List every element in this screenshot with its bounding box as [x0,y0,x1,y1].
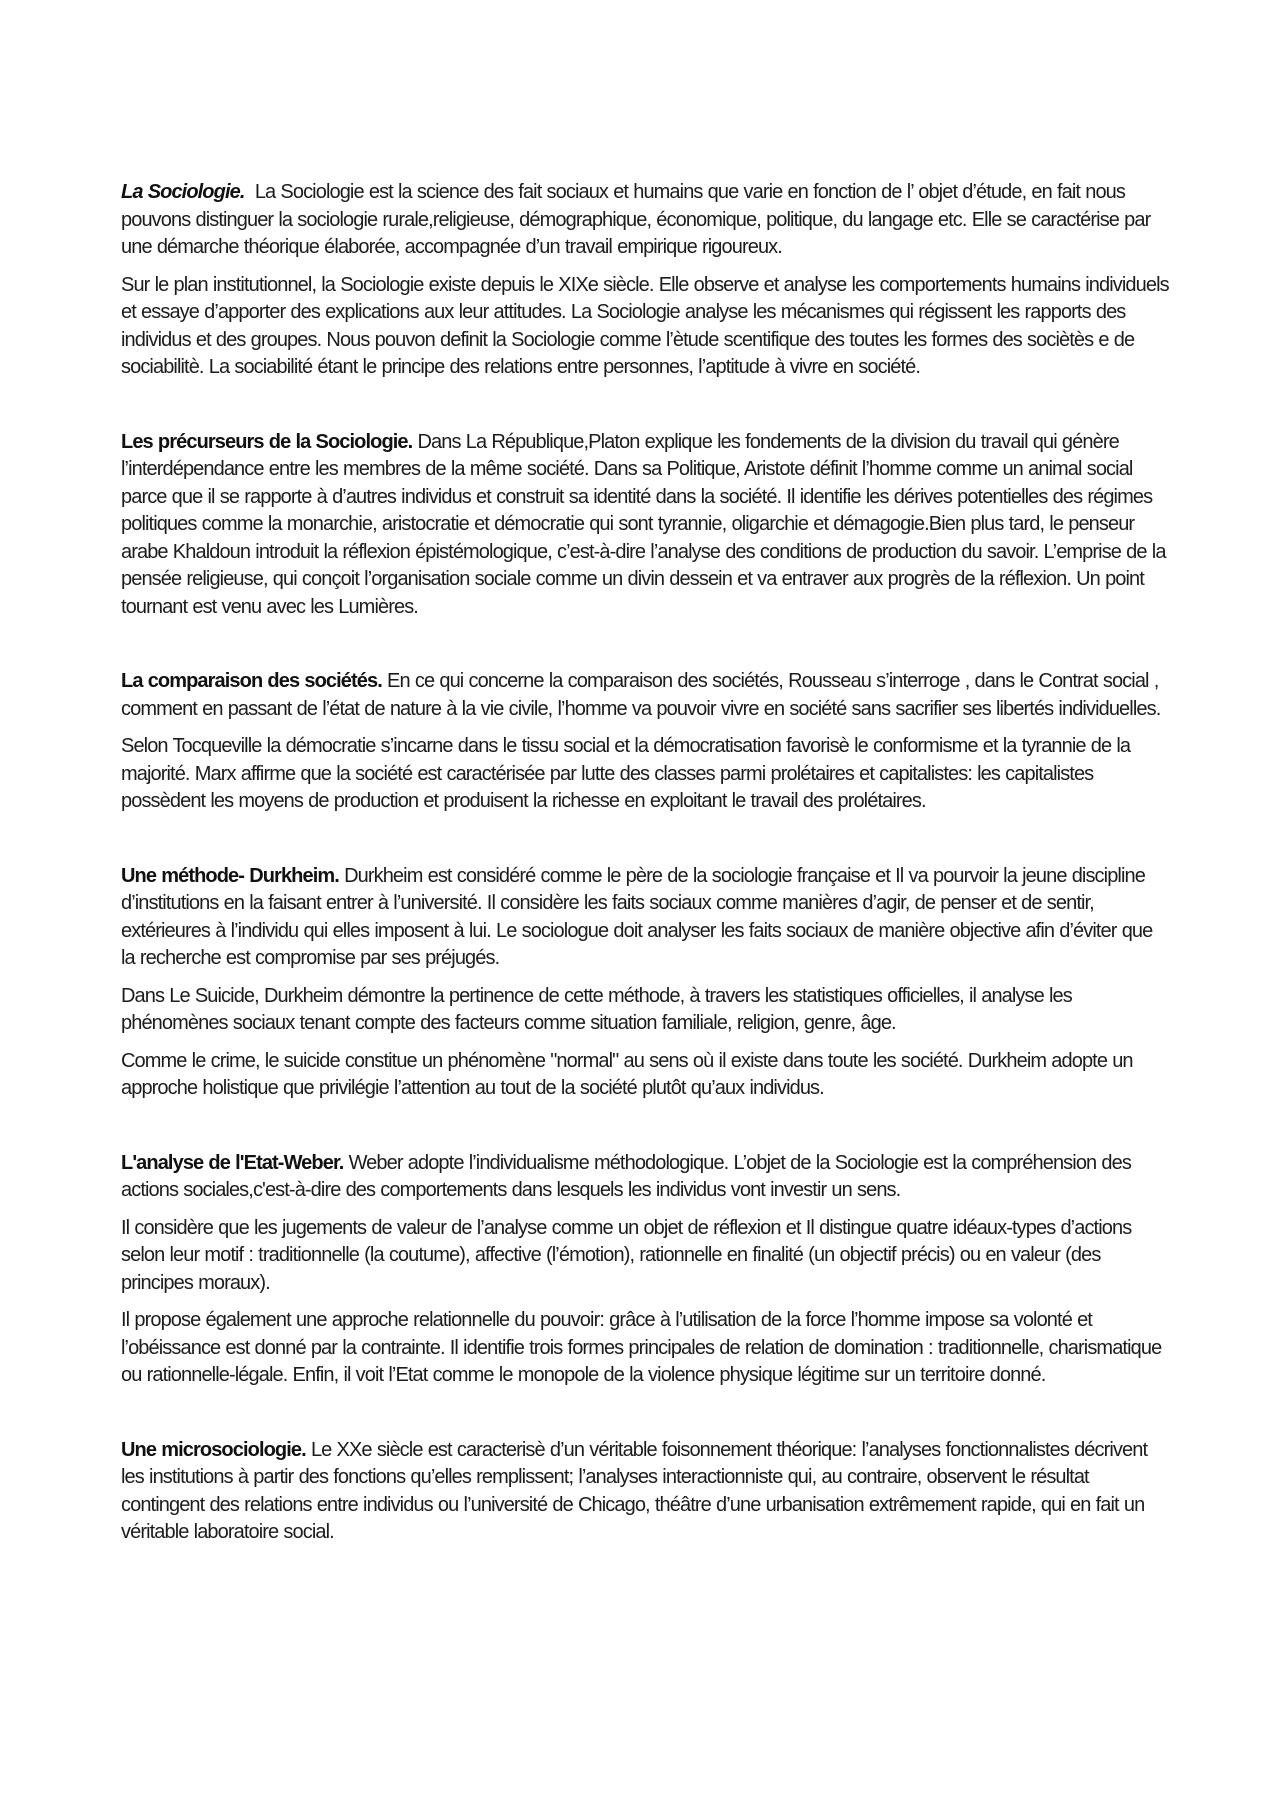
paragraph [121,1437,1169,1547]
section-heading: Une microsociologie. [121,1438,306,1461]
document-page [121,179,1169,1557]
section-la-sociologie [121,179,1169,382]
paragraph: Comme le crime, le suicide constitue un phénomène "normal" au sens où il existe dans toute les société. Durkheim adopte un approche holistique que privilégie l’attention au tout de la société plutôt qu’aux individus. [121,1049,1133,1099]
paragraph [121,179,1169,262]
paragraph-text: Dans La République,Platon explique les fondements de la division du travail qui génère l’interdépendance entre les membres de la même société. Dans sa Politique, Aristote définit l’homme comme un animal social parce que il se rapporte à d’autres individus et construit sa identité dans la société. Il identifie les dérives potentielles des régimes politiques comme la monarchie, aristocratie et démocratie qui sont tyrannie, oligarchie et démagogie.Bien plus tard, le penseur arabe Khaldoun introduit la réflexion épistémologique, c’est-à-dire l’analyse des conditions de production du savoir. L’emprise de la pensée religieuse, qui conçoit l’organisation sociale comme un divin dessein et va entraver aux progrès de la réflexion. Un point tournant est venu avec les Lumières. [121,430,1166,618]
paragraph-text: En ce qui concerne la comparaison des sociétés, Rousseau s’interroge , dans le Contrat social , comment en passant de l’état de nature à la vie civile, l’homme va pouvoir vivre en société sans sacrifier ses libertés individuelles. [121,670,1161,720]
paragraph [121,1150,1169,1205]
section-heading: La comparaison des sociétés. [121,670,382,692]
paragraph: Selon Tocqueville la démocratie s’incarne dans le tissu social et la démocratisation favorisè le conformisme et la tyrannie de la majorité. Marx affirme que la société est caractérisée par lutte des classes parmi prolétaires et capitalistes: les capitalistes possèdent les moyens de production et produisent la richesse en exploitant le travail des prolétaires. [121,735,1131,812]
section-microsociologie [121,1437,1169,1547]
paragraph: Dans Le Suicide, Durkheim démontre la pertinence de cette méthode, à travers les statistiques officielles, il analyse les phénomènes sociaux tenant compte des facteurs comme situation familiale, religion, genre, âge. [121,984,1072,1034]
paragraph: Il considère que les jugements de valeur de l’analyse comme un objet de réflexion et Il distingue quatre idéaux-types d’actions selon leur motif : traditionnelle (la coutume), affective (l’émotion), rationnelle en finalité (un objectif précis) ou en valeur (des principes moraux). [121,1216,1132,1294]
paragraph-text: Weber adopte l’individualisme méthodologique. L’objet de la Sociologie est la compréhension des actions sociales,c'est-à-dire des comportements dans lesquels les individus vont investir un sens. [121,1151,1131,1201]
paragraph-text: Le XXe siècle est caracterisè d’un véritable foisonnement théorique: l’analyses fonctionnalistes décrivent les institutions à partir des fonctions qu’elles remplissent; l’analyses interactionniste qui, au contraire, observent le résultat contingent des relations entre individus ou l’université de Chicago, théâtre d’une urbanisation extrêmement rapide, qui en fait un véritable laboratoire social. [121,1438,1148,1543]
paragraph [121,863,1169,973]
section-weber [121,1150,1169,1390]
paragraph-text: Durkheim est considéré comme le père de la sociologie française et Il va pourvoir la jeune discipline d’institutions en la faisant entrer à l’université. Il considère les faits sociaux comme manières d’agir, de penser et de sentir, extérieures à l’individu qui elles imposent à lui. Le sociologue doit analyser les faits sociaux de manière objective afin d’éviter que la recherche est compromise par ses préjugés. [121,864,1153,969]
section-heading: Les précurseurs de la Sociologie. [121,430,413,453]
paragraph: Il propose également une approche relationnelle du pouvoir: grâce à l’utilisation de la force l’homme impose sa volonté et l’obéissance est donné par la contrainte. Il identifie trois formes principales de relation de domination : traditionnelle, charismatique ou rationnelle-légale. Enfin, il voit l’Etat comme le monopole de la violence physique légitime sur un territoire donné. [121,1309,1162,1386]
section-heading: L'analyse de l'Etat-Weber. [121,1151,344,1174]
paragraph [121,668,1169,723]
paragraph-text: La Sociologie est la science des fait sociaux et humains que varie en fonction de l’ objet d’étude, en fait nous pouvons distinguer la sociologie rurale,religieuse, démographique, économique, politique, du langage etc. Elle se caractérise par une démarche théorique élaborée, accompagnée d’un travail empirique rigoureux. [121,181,1151,258]
section-precurseurs [121,429,1169,622]
paragraph [121,429,1169,622]
section-heading: La Sociologie. [121,181,245,203]
section-heading: Une méthode- Durkheim. [121,864,339,887]
section-durkheim [121,863,1169,1103]
section-comparaison [121,668,1169,816]
paragraph: Sur le plan institutionnel, la Sociologie existe depuis le XIXe siècle. Elle observe et analyse les comportements humains individuels et essaye d’apporter des explications aux leur attitudes. La Sociologie analyse les mécanismes qui régissent les rapports des individus et des groupes. Nous pouvon definit la Sociologie comme l’ètude scentifique des toutes les formes des sociètès e de sociabilitè. La sociabilité étant le principe des relations entre personnes, l’aptitude à vivre en société. [121,273,1169,378]
